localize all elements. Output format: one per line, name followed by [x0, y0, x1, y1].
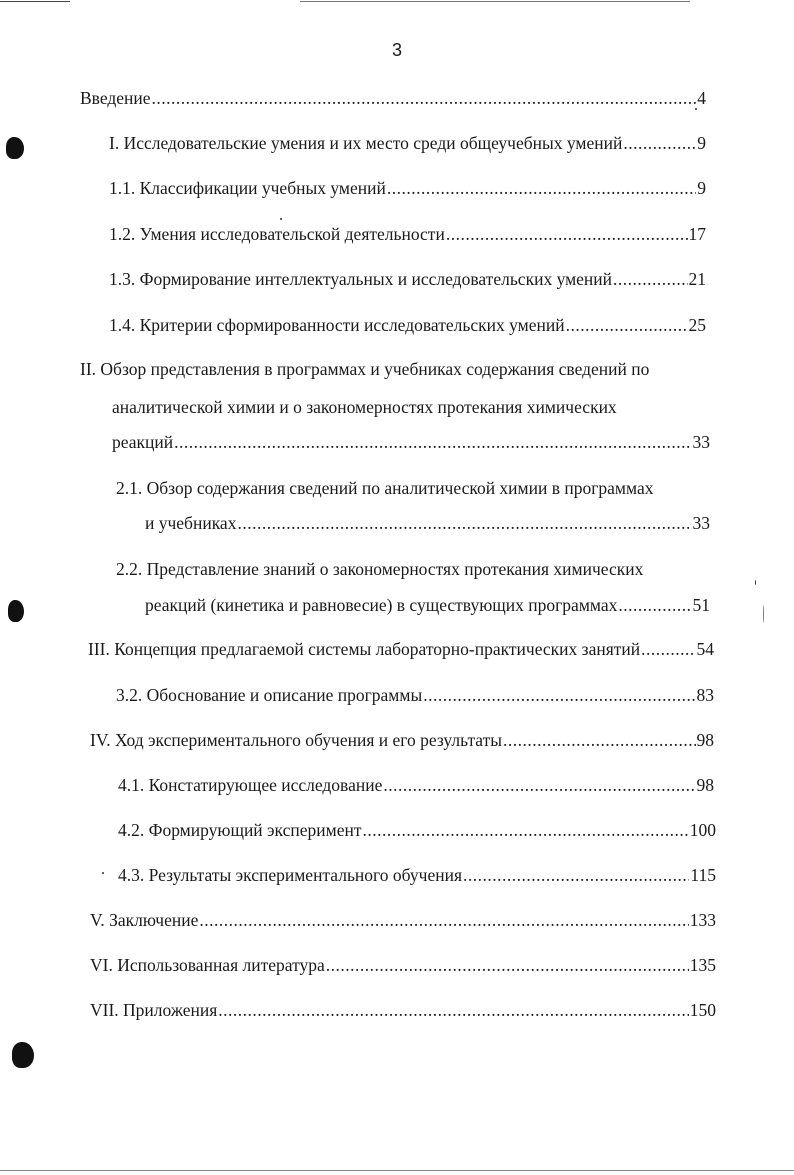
- hole-punch-mark: [8, 600, 24, 622]
- dust-speck: [755, 580, 756, 585]
- toc-title-line: реакций (кинетика и равновесие) в существующих программах: [145, 595, 618, 615]
- dot-leader: [174, 430, 691, 454]
- dot-leader: [503, 728, 695, 752]
- toc-title: 4.3. Результаты экспериментального обучения: [118, 865, 463, 885]
- toc-page-number: 17: [688, 224, 706, 244]
- toc-page-number: 133: [689, 910, 716, 930]
- dot-leader: [446, 222, 688, 246]
- toc-page-number: 25: [688, 315, 706, 335]
- dust-speck: [102, 872, 104, 874]
- dot-leader: [618, 593, 691, 617]
- dust-speck: [280, 218, 282, 220]
- dot-leader: [387, 176, 696, 200]
- toc-page-number: 4: [697, 88, 706, 108]
- toc-page-number: 100: [689, 820, 716, 840]
- toc-page-number: 98: [696, 775, 714, 795]
- dot-leader: [613, 267, 687, 291]
- toc-title: VII. Приложения: [90, 1000, 218, 1020]
- toc-title: 4.2. Формирующий эксперимент: [118, 820, 362, 840]
- toc-title: 4.1. Констатирующее исследование: [118, 775, 383, 795]
- toc-page-number: 21: [688, 269, 706, 289]
- toc-page-number: 33: [692, 432, 710, 452]
- toc-page-number: 9: [697, 178, 706, 198]
- toc-title-line: II. Обзор представления в программах и учебниках содержания сведений по: [80, 359, 650, 379]
- hole-punch-mark: [6, 137, 24, 159]
- dot-leader: [566, 313, 688, 337]
- toc-page-number: 51: [692, 595, 710, 615]
- toc-title-line: реакций: [112, 432, 174, 452]
- toc-title: 3.2. Обоснование и описание программы: [116, 685, 423, 705]
- toc-title-line: и учебниках: [145, 513, 237, 533]
- toc-page-number: 54: [696, 639, 714, 659]
- toc-title: 1.4. Критерии сформированности исследовательских умений: [109, 315, 565, 335]
- toc-title: I. Исследовательские умения и их место среди общеучебных умений: [109, 133, 623, 153]
- dust-speck: [763, 605, 764, 623]
- hole-punch-mark: [12, 1042, 34, 1068]
- toc-page-number: 98: [696, 730, 714, 750]
- dot-leader: [152, 86, 697, 110]
- toc-title: III. Концепция предлагаемой системы лабораторно-практических занятий: [88, 639, 641, 659]
- page-number: 3: [391, 40, 402, 60]
- toc-title-line: 2.2. Представление знаний о закономерностях протекания химических: [116, 559, 644, 579]
- dot-leader: [363, 818, 689, 842]
- toc-page-number: 83: [696, 685, 714, 705]
- dot-leader: [463, 863, 689, 887]
- dot-leader: [423, 683, 695, 707]
- toc-page-number: 9: [697, 133, 706, 153]
- scan-edge-top-right: [300, 1, 690, 2]
- dot-leader: [641, 637, 695, 661]
- toc-title: 1.2. Умения исследовательской деятельности: [109, 224, 445, 244]
- toc-page-number: 135: [689, 955, 716, 975]
- dot-leader: [326, 953, 689, 977]
- scan-edge-top: [0, 1, 70, 2]
- scan-edge-bottom: [0, 1170, 794, 1171]
- toc-page-number: 150: [689, 1000, 716, 1020]
- toc-title: IV. Ход экспериментального обучения и его результаты: [90, 730, 503, 750]
- dot-leader: [218, 998, 688, 1022]
- toc-title-line: 2.1. Обзор содержания сведений по аналитической химии в программах: [116, 478, 654, 498]
- toc-title: Введение: [80, 88, 151, 108]
- toc-title: V. Заключение: [90, 910, 199, 930]
- dot-leader: [623, 131, 696, 155]
- toc-title-line: аналитической химии и о закономерностях протекания химических: [112, 397, 617, 417]
- toc-title: VI. Использованная литература: [90, 955, 325, 975]
- dot-leader: [199, 908, 688, 932]
- dot-leader: [237, 511, 691, 535]
- toc-title: 1.1. Классификации учебных умений: [109, 178, 386, 198]
- toc-page-number: 115: [690, 865, 716, 885]
- toc-title: 1.3. Формирование интеллектуальных и исследовательских умений: [109, 269, 613, 289]
- dot-leader: [383, 773, 695, 797]
- toc-page-number: 33: [692, 513, 710, 533]
